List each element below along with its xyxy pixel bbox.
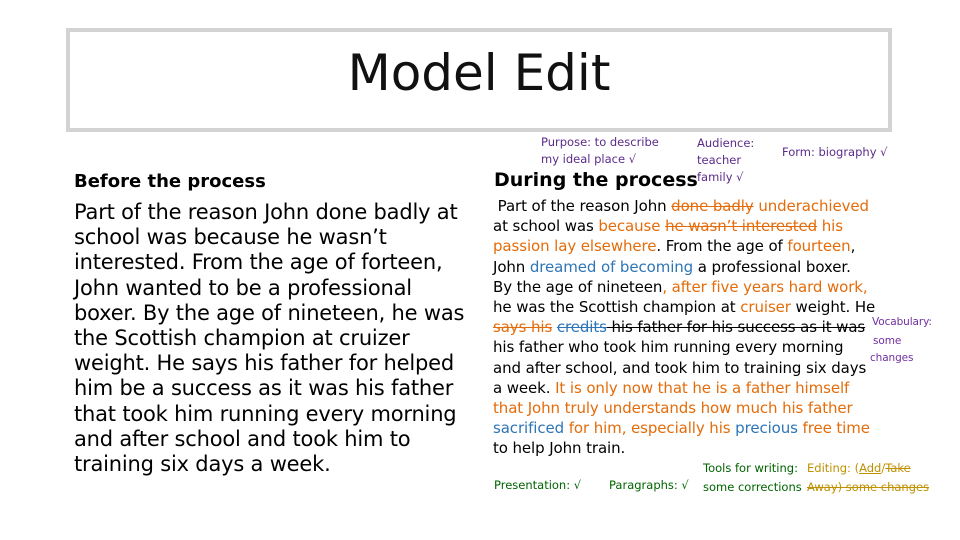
deleted-text: he wasn’t interested bbox=[665, 217, 818, 236]
vocab-text: precious bbox=[735, 419, 798, 438]
vocabulary-label: changes bbox=[870, 351, 914, 364]
text-run: his father who took him running every morning bbox=[493, 338, 844, 357]
inserted-text: lay elsewhere bbox=[554, 237, 657, 256]
tools-line-2: some corrections bbox=[703, 480, 802, 494]
purpose-line-1: Purpose: to describe bbox=[541, 135, 659, 149]
before-paragraph: Part of the reason John done badly at school was because he wasn’t interested. From the age of forteen, John wanted to be a professional boxer. By the age of nineteen, he was the Scottish champion at cruizer weight. He says his father for helped him be a success as it was his father that took him running every morning and after school and took him to training six days a week. bbox=[74, 200, 465, 477]
audience-note bbox=[697, 135, 754, 186]
during-line bbox=[493, 196, 953, 216]
text-run: a professional boxer. bbox=[693, 257, 851, 276]
tools-note bbox=[703, 459, 802, 497]
inserted-text: for him, especially his bbox=[564, 419, 736, 438]
purpose-line-2: my ideal place √ bbox=[541, 152, 637, 166]
text-run: a week. bbox=[493, 378, 556, 397]
editing-take: Take bbox=[885, 461, 911, 475]
text-run: , bbox=[850, 237, 856, 256]
inserted-text: that John truly understands how much his father bbox=[493, 399, 853, 418]
during-line bbox=[493, 418, 953, 438]
audience-line-3: family √ bbox=[697, 170, 744, 184]
audience-line-1: Audience: bbox=[697, 136, 755, 150]
form-note: Form: biography √ bbox=[782, 145, 888, 159]
inserted-text: because bbox=[598, 217, 661, 236]
slide-title: Model Edit bbox=[347, 44, 611, 102]
before-heading: Before the process bbox=[74, 171, 266, 192]
text-run: By the age of nineteen bbox=[493, 277, 663, 296]
deleted-text: done badly bbox=[671, 197, 754, 215]
editing-line-2: Away) some changes bbox=[807, 480, 930, 494]
vocab-text: sacrificed bbox=[493, 419, 565, 438]
inserted-text: his bbox=[817, 217, 843, 236]
text-run: John bbox=[493, 257, 530, 276]
during-line bbox=[493, 398, 953, 418]
tools-line-1: Tools for writing: bbox=[703, 461, 798, 475]
editing-line-1 bbox=[807, 459, 929, 478]
corrected-text: fourteen bbox=[787, 237, 851, 256]
during-line bbox=[493, 236, 953, 256]
during-heading: During the process bbox=[494, 169, 698, 191]
inserted-text: free time bbox=[797, 419, 870, 438]
audience-line-2: teacher bbox=[697, 153, 742, 167]
during-line bbox=[493, 216, 953, 236]
struck-text: his father for his success as it was bbox=[606, 318, 866, 337]
purpose-note bbox=[541, 134, 659, 168]
vocabulary-label: some bbox=[873, 335, 902, 348]
inserted-text: passion bbox=[493, 237, 550, 256]
paragraphs-note: Paragraphs: √ bbox=[609, 478, 689, 492]
inserted-text: , after five years hard work, bbox=[662, 277, 868, 296]
during-line bbox=[493, 351, 953, 378]
inserted-text: It is only now that he is a father himself bbox=[555, 378, 850, 397]
presentation-note: Presentation: √ bbox=[494, 478, 582, 492]
text-run: Editing: ( bbox=[807, 461, 860, 475]
text-run: he was the Scottish champion at bbox=[493, 298, 741, 317]
vocab-text: credits bbox=[556, 318, 607, 337]
corrected-text: cruiser bbox=[740, 298, 791, 317]
text-run: and after school, and took him to training six days bbox=[493, 358, 867, 377]
text-run: Part of the reason John bbox=[497, 197, 672, 215]
vocab-text: dreamed of becoming bbox=[529, 257, 694, 276]
editing-add: Add bbox=[859, 461, 882, 475]
during-line bbox=[493, 378, 953, 398]
text-run: at school was bbox=[493, 217, 599, 236]
during-line bbox=[493, 277, 953, 297]
deleted-text: says his bbox=[493, 318, 553, 337]
text-run: to help John train. bbox=[493, 439, 626, 458]
vocabulary-label: Vocabulary: bbox=[872, 316, 932, 329]
during-paragraph bbox=[493, 196, 953, 459]
text-run: / bbox=[881, 461, 886, 475]
during-line bbox=[493, 257, 953, 277]
editing-note bbox=[807, 459, 929, 497]
text-run: . From the age of bbox=[656, 237, 788, 256]
inserted-text: underachieved bbox=[753, 197, 869, 215]
text-run: weight. He bbox=[790, 298, 876, 317]
during-line bbox=[493, 438, 953, 458]
